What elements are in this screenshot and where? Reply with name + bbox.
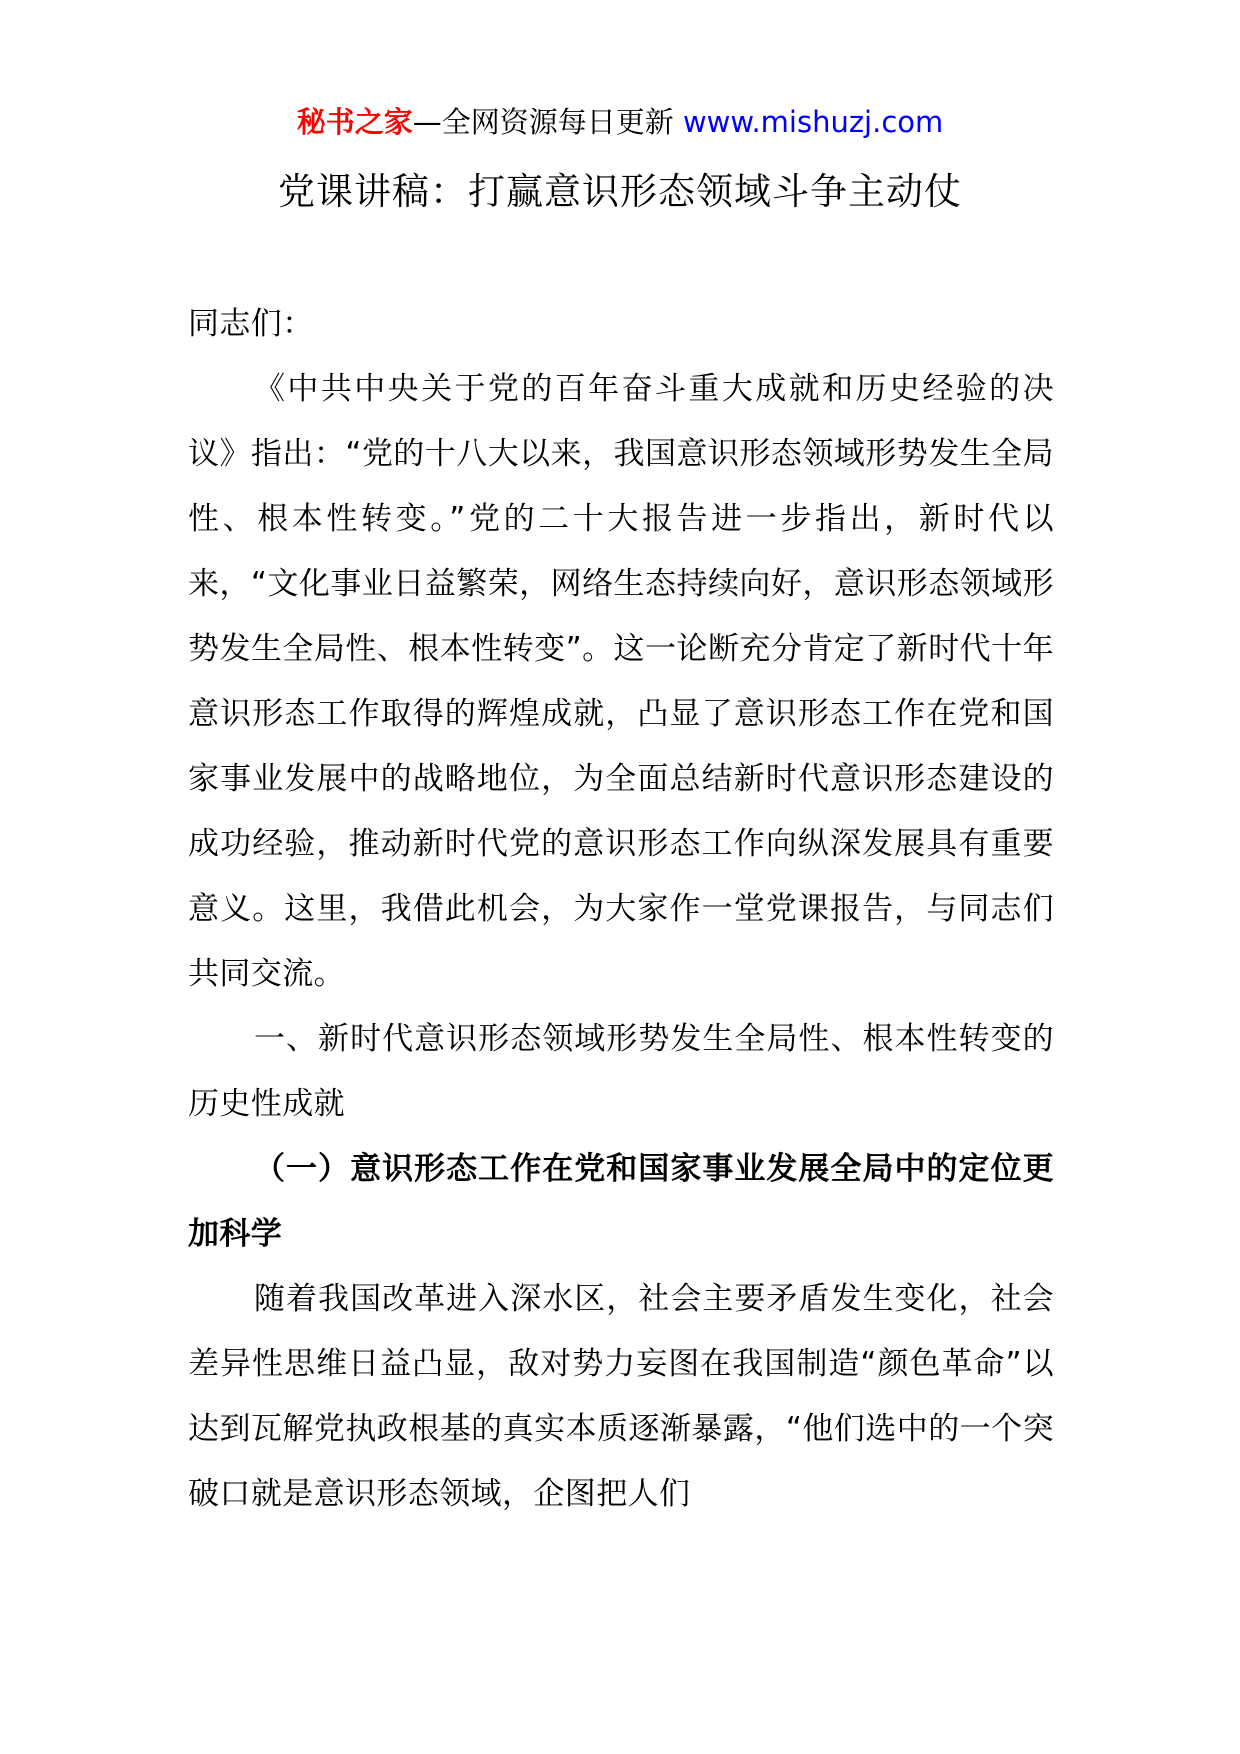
site-header	[0, 100, 1240, 144]
document-title: 党课讲稿：打赢意识形态领域斗争主动仗	[278, 170, 962, 213]
site-link[interactable]: www.mishuzj.com	[682, 105, 944, 139]
document-body	[188, 292, 1054, 1527]
section-heading: 一、新时代意识形态领域形势发生全局性、根本性转变的历史性成就	[188, 1021, 1054, 1122]
brand-name: 秘书之家	[296, 105, 413, 139]
body-paragraph: 随着我国改革进入深水区，社会主要矛盾发生变化，社会差异性思维日益凸显，敌对势力妄图在我国制造“颜色革命”以达到瓦解党执政根基的真实本质逐渐暴露，“他们选中的一个突破口就是意识形态领域，企图把人们	[188, 1281, 1054, 1512]
salutation: 同志们：	[188, 306, 314, 342]
subsection-heading: （一）意识形态工作在党和国家事业发展全局中的定位更加科学	[188, 1151, 1054, 1252]
header-tagline: —全网资源每日更新	[412, 105, 683, 139]
body-paragraph: 《中共中央关于党的百年奋斗重大成就和历史经验的决议》指出：“党的十八大以来，我国意识形态领域形势发生全局性、根本性转变。”党的二十大报告进一步指出，新时代以来，“文化事业日益繁荣，网络生态持续向好，意识形态领域形势发生全局性、根本性转变”。这一论断充分肯定了新时代十年意识形态工作取得的辉煌成就，凸显了意识形态工作在党和国家事业发展中的战略地位，为全面总结新时代意识形态建设的成功经验，推动新时代党的意识形态工作向纵深发展具有重要意义。这里，我借此机会，为大家作一堂党课报告，与同志们共同交流。	[188, 371, 1054, 992]
